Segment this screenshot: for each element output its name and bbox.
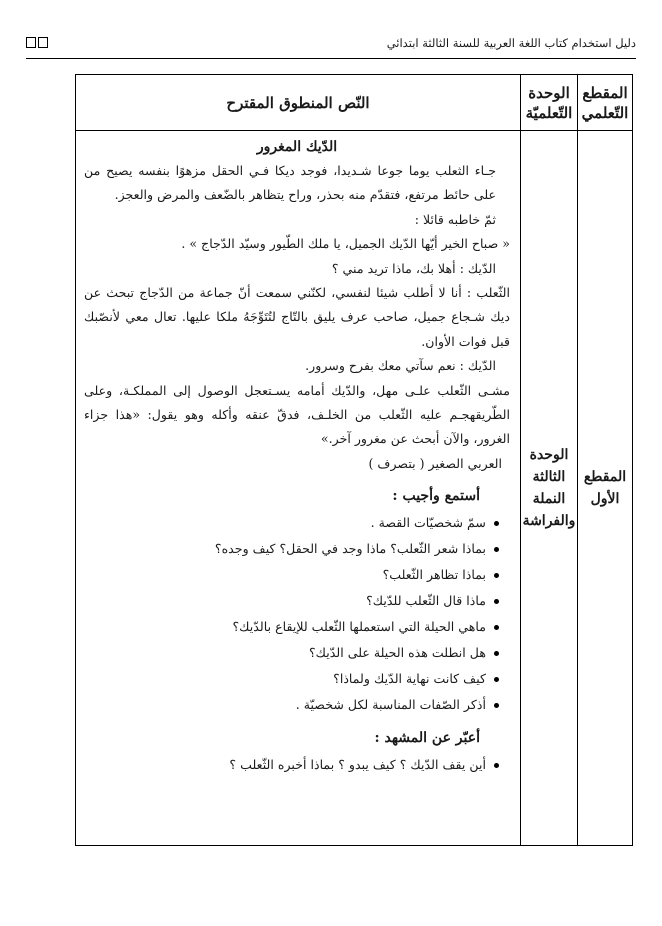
list-item: أين يقف الدّيك ؟ كيف يبدو ؟ بماذا أخبره الثّعلب ؟ bbox=[84, 752, 486, 778]
header-title: دليل استخدام كتاب اللغة العربية للسنة الثالثة ابتدائي bbox=[386, 36, 636, 50]
story-paragraph-6: الدّيك : نعم سآتي معك بفرح وسرور. bbox=[305, 358, 496, 374]
story-paragraph-5: الثّعلب : أنا لا أطلب شيئا لنفسي، لكنّني سمعت أنّ جماعة من الدّجاج تبحث عن ديك شـجاع جميل، صاحب عرف يليق بالتّاج لتُتَوِّجَهُ ملكا عليها. تعال معي لأنصّبك قبل فوات الأوان. bbox=[84, 285, 510, 349]
table-body-row bbox=[76, 131, 633, 846]
list-item: كيف كانت نهاية الدّيك ولماذا؟ bbox=[84, 666, 486, 692]
page-header bbox=[26, 32, 636, 59]
page-number-box bbox=[26, 37, 48, 48]
list-item: أذكر الصّفات المناسبة لكل شخصيّة . bbox=[84, 692, 486, 718]
express-questions-list bbox=[84, 752, 510, 778]
listen-section-title: أستمع وأجيب : bbox=[392, 488, 480, 505]
story-paragraph-1: جـاء الثعلب يوما جوعا شـديدا، فوجد ديكا فـي الحقل مزهوًا بنفسه يصيح من على حائط مرتفع، فتقدّم منه بحذر، وراح يتظاهر بالضّعف والمرض والعجز. bbox=[84, 163, 496, 203]
listen-questions-list bbox=[84, 510, 510, 718]
col-header-unit: الوحدة التّعلميّة bbox=[521, 75, 578, 131]
story-source: العربي الصغير ( بتصرف ) bbox=[368, 455, 502, 471]
story-paragraph-3: « صباح الخير أيّها الدّيك الجميل، يا ملك الطّيور وسيّد الدّجاج » . bbox=[181, 236, 510, 252]
story-title: الدّيك المغرور bbox=[256, 139, 338, 155]
list-item: ماذا قال الثّعلب للدّيك؟ bbox=[84, 588, 486, 614]
lesson-table bbox=[75, 74, 633, 846]
segment-cell: المقطع الأول bbox=[578, 131, 633, 846]
content-cell bbox=[76, 131, 521, 846]
col-header-text: النّص المنطوق المقترح bbox=[76, 75, 521, 131]
express-section-title: أعبّر عن المشهد : bbox=[374, 730, 480, 747]
story-paragraph-7: مشـى الثّعلب علـى مهل، والدّيك أمامه يسـتعجل الوصول إلى المملكـة، وعلى الطّريقهجـم عليه الثّعلب من الخلـف، فدقّ عنقه وأكله وهو يقول: «هذا جزاء الغرور، والآن أبحث عن مغرور آخر.» bbox=[84, 382, 510, 447]
unit-cell: الوحدة الثالثة النملة والفراشة bbox=[521, 131, 578, 846]
list-item: بماذا تظاهر الثّعلب؟ bbox=[84, 562, 486, 588]
list-item: بماذا شعر الثّعلب؟ ماذا وجد في الحقل؟ كيف وجده؟ bbox=[84, 536, 486, 562]
col-header-segment: المقطع التّعلمي bbox=[578, 75, 633, 131]
list-item: ماهي الحيلة التي استعملها الثّعلب للإيقاع بالدّيك؟ bbox=[84, 614, 486, 640]
story-paragraph-4: الدّيك : أهلا بك، ماذا تريد مني ؟ bbox=[331, 260, 496, 276]
list-item: هل انطلت هذه الحيلة على الدّيك؟ bbox=[84, 640, 486, 666]
story-paragraph-2: ثمّ خاطبه قائلا : bbox=[414, 211, 496, 227]
table-header-row bbox=[76, 75, 633, 131]
list-item: سمّ شخصيّات القصة . bbox=[84, 510, 486, 536]
